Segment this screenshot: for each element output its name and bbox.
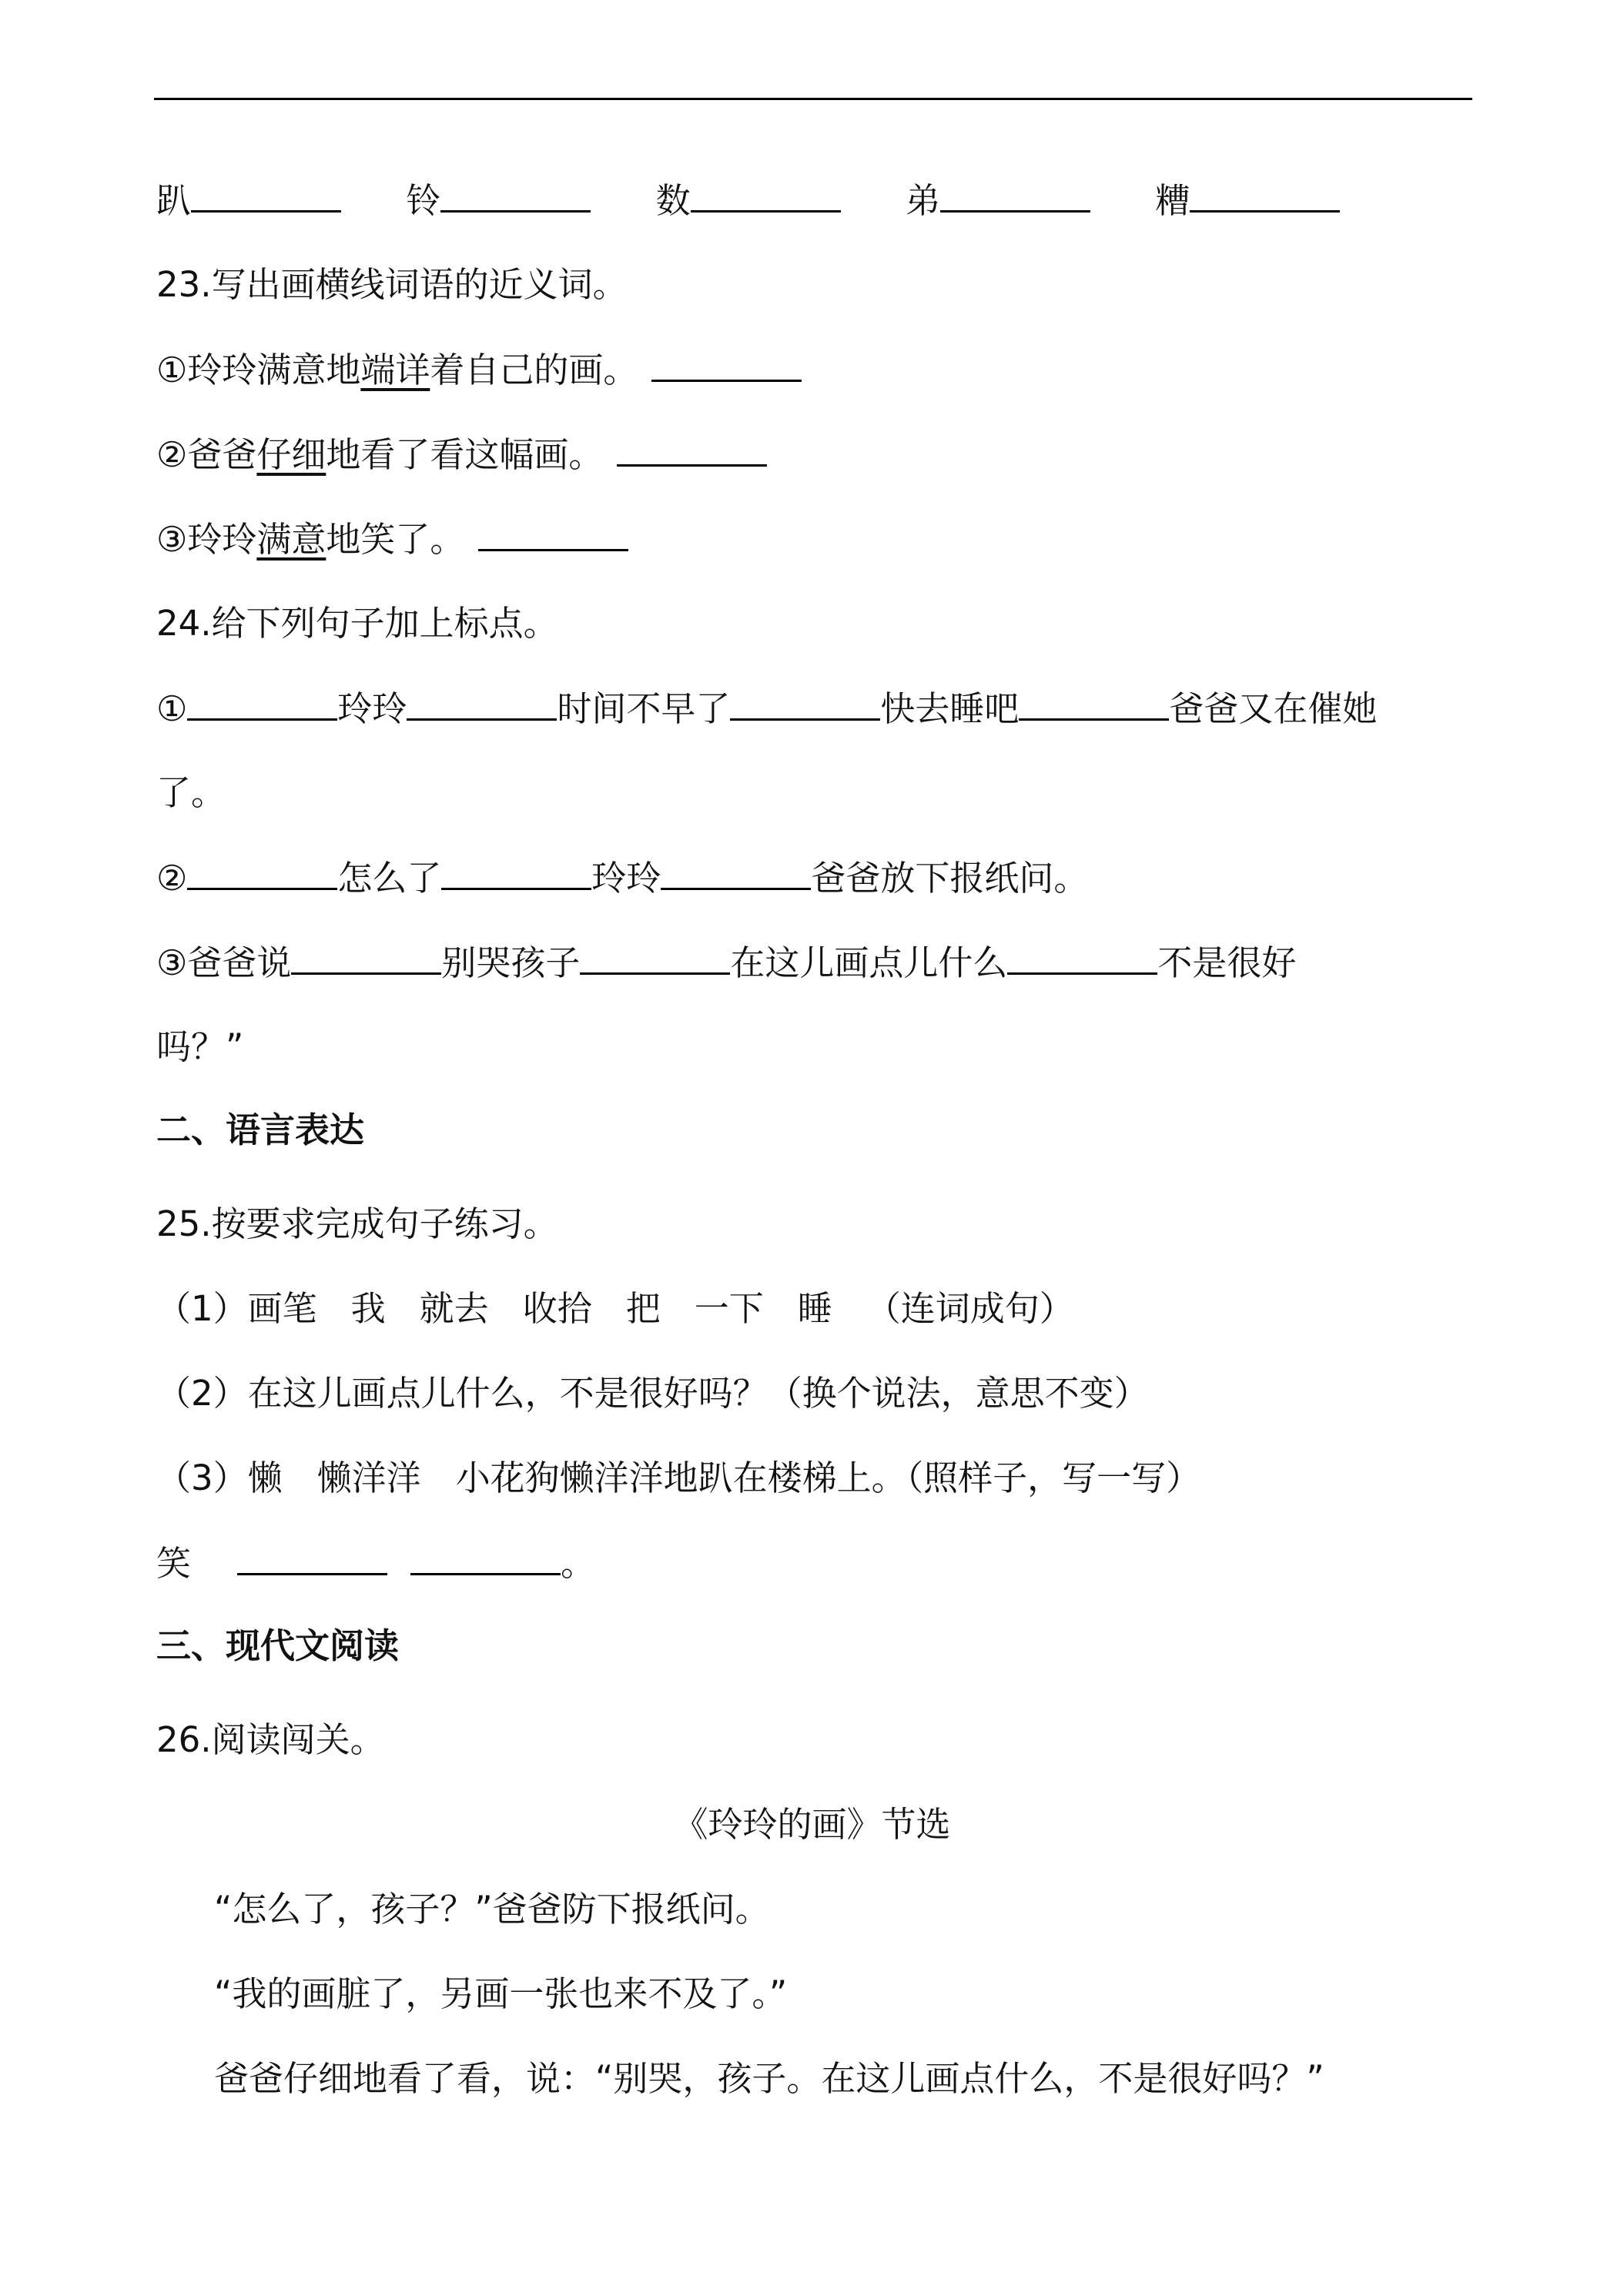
passage-paragraph: “怎么了，孩子？”爸爸防下报纸问。 (214, 1889, 770, 1930)
answer-blank[interactable] (291, 939, 441, 975)
word-fill-row (156, 177, 1340, 223)
answer-blank[interactable] (1019, 685, 1169, 721)
q25-part-2: （2）在这儿画点儿什么，不是很好吗？（换个说法，意思不变） (156, 1373, 1149, 1414)
q24-sentence-1: ① 玲玲 时间不早了 快去睡吧 爸爸又在催她 (156, 685, 1377, 731)
answer-blank[interactable] (691, 177, 841, 213)
answer-blank[interactable] (237, 1540, 387, 1575)
answer-blank[interactable] (651, 346, 802, 382)
q24-sentence-2: ② 怎么了 玲玲 爸爸放下报纸问。 (156, 855, 1088, 901)
answer-blank[interactable] (187, 855, 337, 890)
q23-item-2: ②爸爸仔细地看了看这幅画。 (156, 431, 767, 477)
q24-sentence-3: ③爸爸说 别哭孩子 在这儿画点儿什么 不是很好 (156, 939, 1296, 986)
answer-blank[interactable] (410, 1540, 561, 1575)
q25-part-1: （1）画笔 我 就去 收拾 把 一下 睡 （连词成句） (156, 1288, 1074, 1329)
answer-blank[interactable] (187, 685, 337, 721)
section-3-heading: 三、现代文阅读 (156, 1625, 400, 1666)
underlined-word: 满意 (256, 518, 326, 560)
answer-blank[interactable] (407, 685, 557, 721)
answer-blank[interactable] (441, 855, 591, 890)
char-ling: 铃 (406, 179, 441, 221)
answer-blank[interactable] (478, 516, 628, 551)
char-di: 弟 (905, 179, 940, 221)
answer-blank[interactable] (580, 939, 730, 975)
answer-blank[interactable] (730, 685, 880, 721)
char-pa: 趴 (156, 179, 192, 221)
q23-item-3: ③玲玲满意地笑了。 (156, 516, 628, 562)
underlined-word: 仔细 (256, 433, 326, 475)
question-24-title: 24.给下列句子加上标点。 (156, 603, 558, 644)
char-shu: 数 (655, 179, 691, 221)
question-23-title: 23.写出画横线词语的近义词。 (156, 264, 628, 305)
underlined-word: 端详 (360, 349, 430, 390)
q23-item-1: ①玲玲满意地端详着自己的画。 (156, 346, 802, 393)
passage-paragraph: “我的画脏了，另画一张也来不及了。” (214, 1973, 788, 2014)
q24-sentence-3-cont: 吗？” (156, 1026, 244, 1067)
passage-paragraph: 爸爸仔细地看了看，说：“别哭，孩子。在这儿画点什么，不是很好吗？” (214, 2058, 1324, 2099)
passage-title: 《玲玲的画》节选 (673, 1804, 951, 1845)
question-25-title: 25.按要求完成句子练习。 (156, 1203, 558, 1244)
answer-blank[interactable] (440, 177, 591, 213)
q25-part-3: （3）懒 懒洋洋 小花狗懒洋洋地趴在楼梯上。（照样子，写一写） (156, 1458, 1201, 1498)
header-rule (154, 98, 1472, 100)
answer-blank[interactable] (1007, 939, 1157, 975)
answer-blank[interactable] (940, 177, 1090, 213)
question-26-title: 26.阅读闯关。 (156, 1719, 385, 1760)
q24-sentence-1-cont: 了。 (156, 772, 226, 813)
answer-blank[interactable] (1190, 177, 1340, 213)
q25-part-3-answer: 笑 。 (156, 1540, 595, 1586)
section-2-heading: 二、语言表达 (156, 1110, 365, 1150)
answer-blank[interactable] (617, 431, 767, 467)
answer-blank[interactable] (191, 177, 341, 213)
char-zao: 糟 (1155, 179, 1190, 221)
answer-blank[interactable] (661, 855, 811, 890)
